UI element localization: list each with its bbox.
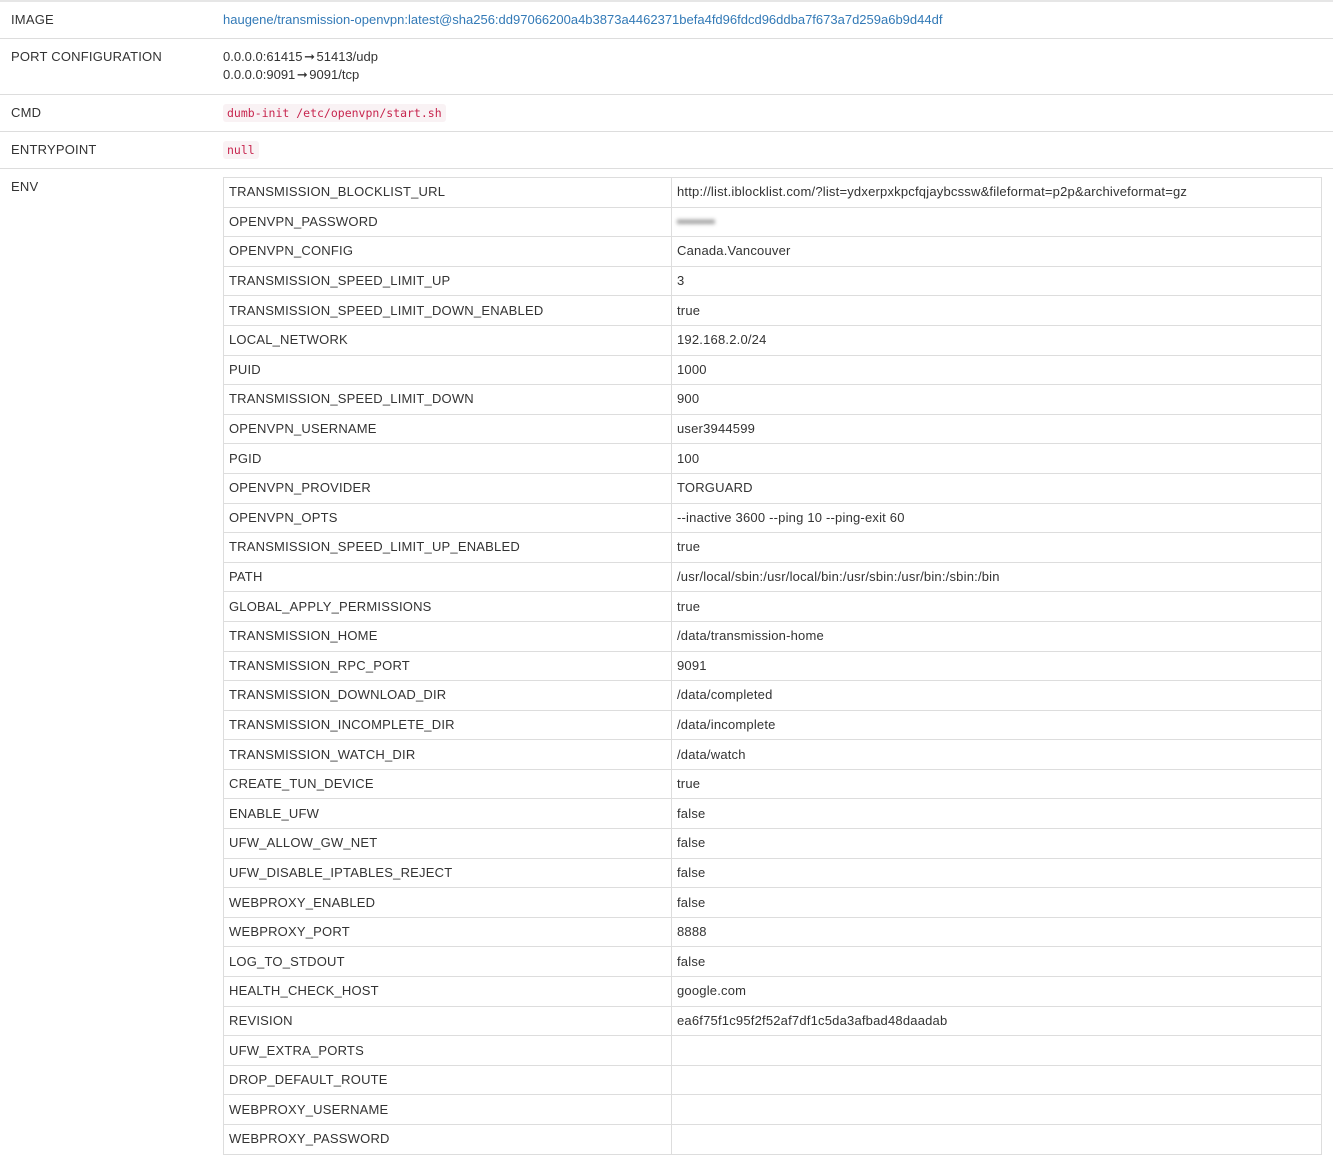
env-row-transmission-speed-limit-down-enabled <box>224 296 1322 326</box>
arrow-right-icon: ➞ <box>296 67 308 82</box>
env-key: OPENVPN_CONFIG <box>224 237 672 267</box>
env-value: false <box>672 829 1322 859</box>
env-value <box>672 1125 1322 1155</box>
env-row-webproxy-username <box>224 1095 1322 1125</box>
env-key: PATH <box>224 562 672 592</box>
env-key: WEBPROXY_ENABLED <box>224 888 672 918</box>
env-value: 192.168.2.0/24 <box>672 325 1322 355</box>
env-row <box>0 169 1333 1155</box>
env-row-health-check-host <box>224 977 1322 1007</box>
entrypoint-code: null <box>223 141 259 159</box>
port-mapping <box>223 48 1333 66</box>
env-key: LOCAL_NETWORK <box>224 325 672 355</box>
env-value: /data/incomplete <box>672 710 1322 740</box>
env-row-drop-default-route <box>224 1065 1322 1095</box>
port-host: 0.0.0.0:61415 <box>223 49 303 64</box>
entrypoint-row <box>0 132 1333 169</box>
env-row-openvpn-provider <box>224 473 1322 503</box>
cmd-value <box>223 95 1333 131</box>
env-value: Canada.Vancouver <box>672 237 1322 267</box>
env-value: ea6f75f1c95f2f52af7df1c5da3afbad48daadab <box>672 1006 1322 1036</box>
env-row-puid <box>224 355 1322 385</box>
env-row-transmission-watch-dir <box>224 740 1322 770</box>
port-configuration-row <box>0 39 1333 95</box>
cmd-row <box>0 95 1333 132</box>
env-row-webproxy-enabled <box>224 888 1322 918</box>
env-row-path <box>224 562 1322 592</box>
env-value: true <box>672 296 1322 326</box>
env-row-transmission-blocklist-url <box>224 178 1322 208</box>
env-key: UFW_EXTRA_PORTS <box>224 1036 672 1066</box>
port-container: 51413/udp <box>316 49 378 64</box>
env-row-ufw-disable-iptables-reject <box>224 858 1322 888</box>
env-value: /usr/local/sbin:/usr/local/bin:/usr/sbin:/usr/bin:/sbin:/bin <box>672 562 1322 592</box>
env-row-transmission-download-dir <box>224 681 1322 711</box>
env-value: /data/transmission-home <box>672 621 1322 651</box>
entrypoint-label: ENTRYPOINT <box>11 142 97 157</box>
env-key: CREATE_TUN_DEVICE <box>224 769 672 799</box>
env-value: /data/completed <box>672 681 1322 711</box>
env-key: OPENVPN_PROVIDER <box>224 473 672 503</box>
image-value <box>223 2 1333 38</box>
env-row-transmission-rpc-port <box>224 651 1322 681</box>
env-value: http://list.iblocklist.com/?list=ydxerpxkpcfqjaybcssw&fileformat=p2p&archiveformat=gz <box>672 178 1322 208</box>
env-value: user3944599 <box>672 414 1322 444</box>
env-key: PGID <box>224 444 672 474</box>
env-value: /data/watch <box>672 740 1322 770</box>
env-row-openvpn-username <box>224 414 1322 444</box>
env-key: WEBPROXY_PASSWORD <box>224 1125 672 1155</box>
env-value <box>672 1036 1322 1066</box>
env-value: true <box>672 592 1322 622</box>
env-row-transmission-speed-limit-up-enabled <box>224 533 1322 563</box>
env-row-openvpn-password <box>224 207 1322 237</box>
env-row-pgid <box>224 444 1322 474</box>
env-key: TRANSMISSION_INCOMPLETE_DIR <box>224 710 672 740</box>
env-key: TRANSMISSION_RPC_PORT <box>224 651 672 681</box>
env-value <box>672 1065 1322 1095</box>
image-row <box>0 2 1333 39</box>
env-row-openvpn-config <box>224 237 1322 267</box>
image-link[interactable]: haugene/transmission-openvpn:latest@sha256:dd97066200a4b3873a4462371befa4fd96fdcd96ddba7f673a7d259a6b9d44df <box>223 12 943 27</box>
env-value: false <box>672 858 1322 888</box>
env-key: LOG_TO_STDOUT <box>224 947 672 977</box>
env-value: 900 <box>672 385 1322 415</box>
env-row-webproxy-port <box>224 917 1322 947</box>
env-row-transmission-incomplete-dir <box>224 710 1322 740</box>
cmd-label: CMD <box>11 105 42 120</box>
env-key: DROP_DEFAULT_ROUTE <box>224 1065 672 1095</box>
env-row-log-to-stdout <box>224 947 1322 977</box>
env-value: --inactive 3600 --ping 10 --ping-exit 60 <box>672 503 1322 533</box>
env-key: TRANSMISSION_BLOCKLIST_URL <box>224 178 672 208</box>
env-key: GLOBAL_APPLY_PERMISSIONS <box>224 592 672 622</box>
env-key: TRANSMISSION_WATCH_DIR <box>224 740 672 770</box>
cmd-code: dumb-init /etc/openvpn/start.sh <box>223 104 446 122</box>
env-value: 100 <box>672 444 1322 474</box>
env-row-ufw-extra-ports <box>224 1036 1322 1066</box>
env-key: WEBPROXY_PORT <box>224 917 672 947</box>
env-value: true <box>672 533 1322 563</box>
env-key: OPENVPN_PASSWORD <box>224 207 672 237</box>
env-row-local-network <box>224 325 1322 355</box>
env-key: PUID <box>224 355 672 385</box>
port-configuration-value <box>223 39 1333 94</box>
env-label: ENV <box>11 179 39 194</box>
env-value <box>672 1095 1322 1125</box>
env-table-body <box>224 178 1322 1155</box>
env-value: false <box>672 799 1322 829</box>
env-key: ENABLE_UFW <box>224 799 672 829</box>
env-value: 3 <box>672 266 1322 296</box>
env-key: UFW_ALLOW_GW_NET <box>224 829 672 859</box>
env-row-ufw-allow-gw-net <box>224 829 1322 859</box>
env-row-create-tun-device <box>224 769 1322 799</box>
env-value: 9091 <box>672 651 1322 681</box>
env-key: TRANSMISSION_SPEED_LIMIT_DOWN <box>224 385 672 415</box>
env-row-transmission-speed-limit-up <box>224 266 1322 296</box>
env-value: false <box>672 947 1322 977</box>
port-mapping <box>223 66 1333 84</box>
env-table <box>223 177 1322 1155</box>
env-value: •••••••• <box>672 207 1322 237</box>
env-key: TRANSMISSION_HOME <box>224 621 672 651</box>
env-key: TRANSMISSION_DOWNLOAD_DIR <box>224 681 672 711</box>
env-row-openvpn-opts <box>224 503 1322 533</box>
env-value: 8888 <box>672 917 1322 947</box>
port-container: 9091/tcp <box>309 67 360 82</box>
env-value: 1000 <box>672 355 1322 385</box>
arrow-right-icon: ➞ <box>304 49 315 64</box>
env-key: OPENVPN_USERNAME <box>224 414 672 444</box>
port-configuration-label: PORT CONFIGURATION <box>11 49 162 64</box>
env-row-transmission-speed-limit-down <box>224 385 1322 415</box>
env-value: google.com <box>672 977 1322 1007</box>
env-key: TRANSMISSION_SPEED_LIMIT_UP_ENABLED <box>224 533 672 563</box>
env-row-global-apply-permissions <box>224 592 1322 622</box>
env-key: REVISION <box>224 1006 672 1036</box>
env-value <box>223 169 1333 1155</box>
entrypoint-value <box>223 132 1333 168</box>
env-value: false <box>672 888 1322 918</box>
env-key: TRANSMISSION_SPEED_LIMIT_DOWN_ENABLED <box>224 296 672 326</box>
env-key: OPENVPN_OPTS <box>224 503 672 533</box>
port-host: 0.0.0.0:9091 <box>223 67 296 82</box>
env-key: WEBPROXY_USERNAME <box>224 1095 672 1125</box>
env-key: TRANSMISSION_SPEED_LIMIT_UP <box>224 266 672 296</box>
env-key: UFW_DISABLE_IPTABLES_REJECT <box>224 858 672 888</box>
env-row-webproxy-password <box>224 1125 1322 1155</box>
env-row-transmission-home <box>224 621 1322 651</box>
env-value: true <box>672 769 1322 799</box>
image-label: IMAGE <box>11 12 54 27</box>
env-value: TORGUARD <box>672 473 1322 503</box>
env-row-enable-ufw <box>224 799 1322 829</box>
env-key: HEALTH_CHECK_HOST <box>224 977 672 1007</box>
env-row-revision <box>224 1006 1322 1036</box>
